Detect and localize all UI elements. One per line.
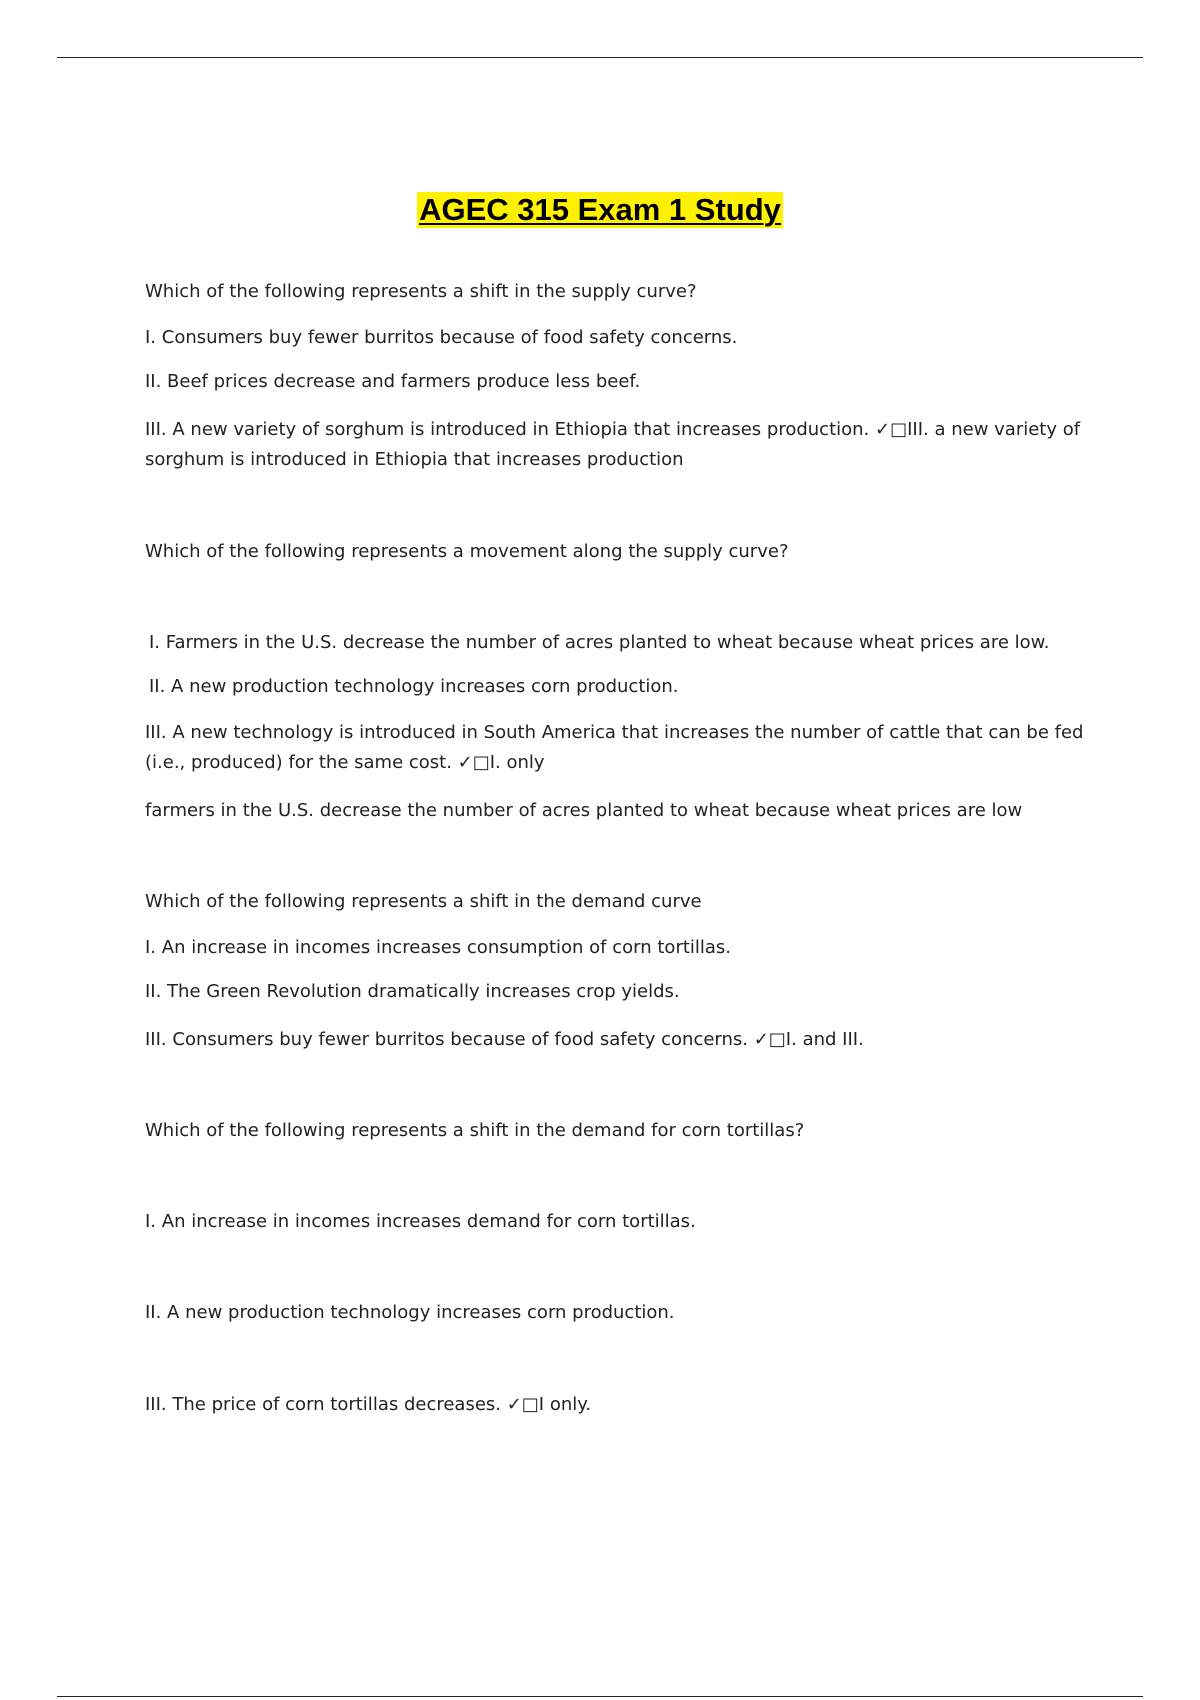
question-2: Which of the following represents a movement along the supply curve? xyxy=(145,541,789,562)
question-3-option-1: I. An increase in incomes increases consumption of corn tortillas. xyxy=(145,937,732,958)
document-title: AGEC 315 Exam 1 Study xyxy=(419,192,781,227)
question-3-option-2: II. The Green Revolution dramatically increases crop yields. xyxy=(145,981,680,1002)
question-4-option-3-answer: III. The price of corn tortillas decreases. ✓□I only. xyxy=(145,1394,592,1415)
question-2-option-2: II. A new production technology increases corn production. xyxy=(149,676,679,697)
question-1-option-1: I. Consumers buy fewer burritos because of food safety concerns. xyxy=(145,327,738,348)
top-rule xyxy=(57,57,1143,58)
question-2-option-3-answer: III. A new technology is introduced in South America that increases the number of cattle that can be fed (i.e., produced) for the same cost. ✓□I. only xyxy=(145,722,1084,773)
question-3-option-3-answer: III. Consumers buy fewer burritos because of food safety concerns. ✓□I. and III. xyxy=(145,1029,864,1050)
bottom-rule xyxy=(57,1696,1143,1697)
question-2-answer-text: farmers in the U.S. decrease the number of acres planted to wheat because wheat prices are low xyxy=(145,800,1023,821)
question-4-option-2: II. A new production technology increases corn production. xyxy=(145,1302,675,1323)
question-4: Which of the following represents a shift in the demand for corn tortillas? xyxy=(145,1120,805,1141)
question-2-option-1: I. Farmers in the U.S. decrease the number of acres planted to wheat because wheat prices are low. xyxy=(149,632,1050,653)
title-container xyxy=(0,192,1200,228)
question-4-option-1: I. An increase in incomes increases demand for corn tortillas. xyxy=(145,1211,696,1232)
question-1: Which of the following represents a shift in the supply curve? xyxy=(145,281,697,302)
question-1-option-3-answer: III. A new variety of sorghum is introduced in Ethiopia that increases production. ✓□III. a new variety of sorghum is introduced in Ethiopia that increases production xyxy=(145,419,1081,470)
question-3: Which of the following represents a shift in the demand curve xyxy=(145,891,702,912)
question-1-option-2: II. Beef prices decrease and farmers produce less beef. xyxy=(145,371,641,392)
